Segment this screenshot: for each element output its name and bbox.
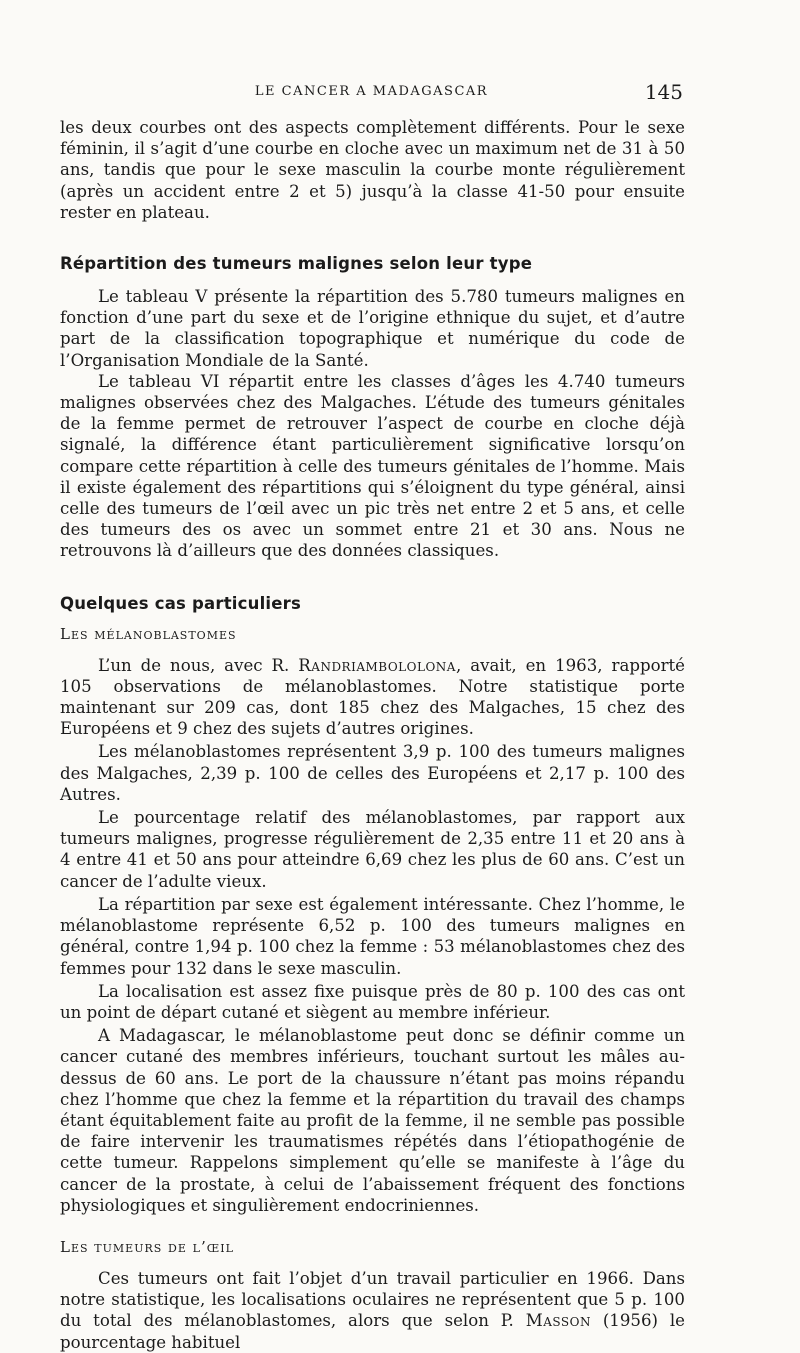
paragraph-localisation: La localisation est assez fixe puisque près de 80 p. 100 des cas ont un point de départ cutané et siègent au membre inférieur. <box>60 981 685 1022</box>
running-head <box>60 80 683 104</box>
text-fragment: (1956) le pourcentage habituel <box>60 1311 686 1352</box>
page-number: 145 <box>644 80 683 104</box>
subheading-melanoblastomas: Les mélanoblastomes <box>60 624 237 643</box>
paragraph-sex-distribution: La répartition par sexe est également intéressante. Chez l’homme, le mélanoblastome représente 6,52 p. 100 des tumeurs malignes en général, contre 1,94 p. 100 chez la femme : 53 mélanoblastomes chez des femmes pour 132 dans le sexe masculin. <box>60 894 685 978</box>
paragraph-melanoblastoma-cases <box>60 655 685 740</box>
paragraph-table-vi: Le tableau VI répartit entre les classes d’âges les 4.740 tumeurs malignes observées chez des Malgaches. L’étude des tumeurs génitales de la femme permet de retrouver l’aspect de courbe en cloche déjà signalé, la différence étant particulièrement significative lorsqu’on compare cette répartition à celle des tumeurs génitales de l’homme. Mais il existe également des répartitions qui s’éloignent du type général, ainsi celle des tumeurs de l’œil avec un pic très net entre 2 et 5 ans, et celle des tumeurs des os avec un sommet entre 21 et 30 ans. Nous ne retrouvons là d’ailleurs que des données classiques. <box>60 371 685 561</box>
section-heading-particular-cases: Quelques cas particuliers <box>60 593 302 613</box>
author-name: Randriambololona <box>298 655 456 675</box>
paragraph-melanoblastoma-percent: Les mélanoblastomes représentent 3,9 p. 100 des tumeurs malignes des Malgaches, 2,39 p. 100 de celles des Européens et 2,17 p. 100 des Autres. <box>60 742 685 804</box>
running-title: LE CANCER A MADAGASCAR <box>254 84 489 99</box>
author-name: Masson <box>525 1311 591 1331</box>
text-fragment: Ces tumeurs ont fait l’objet d’un travail particulier en 1966. Dans notre statistique, les localisations oculaires ne représentent que 5 p. 100 du total des mélanoblastomes, alors que selon P. <box>60 1268 685 1331</box>
text-fragment: , avait, en 1963, rapporté 105 observations de mélanoblastomes. Notre statistique porte maintenant sur 209 cas, dont 185 chez des Malgaches, 15 chez des Européens et 9 chez des sujets d’autres origines. <box>60 655 685 739</box>
paragraph-eye-tumors <box>60 1268 685 1353</box>
text-fragment: L’un de nous, avec R. <box>98 655 290 675</box>
paragraph-table-v: Le tableau V présente la répartition des 5.780 tumeurs malignes en fonction d’une part du sexe et de l’origine ethnique du sujet, et d’autre part de la classification topographique et numérique du code de l’Organisation Mondiale de la Santé. <box>60 287 685 370</box>
subheading-eye-tumors: Les tumeurs de l’œil <box>60 1237 234 1256</box>
paragraph-madagascar-definition: A Madagascar, le mélanoblastome peut donc se définir comme un cancer cutané des membres inférieurs, touchant surtout les mâles au-dessus de 60 ans. Le port de la chaussure n’étant pas moins répandu chez l’homme que chez la femme et la répartition du travail des champs étant équitablement faite au profit de la femme, il ne semble pas possible de faire intervenir les traumatismes répétés dans l’étiopathogénie de cette tumeur. Rappelons simplement qu’elle se manifeste à l’âge du cancer de la prostate, à celui de l’abaissement fréquent des fonctions physiologiques et singulièrement endocriniennes. <box>60 1026 685 1215</box>
article-body <box>60 117 685 1353</box>
paragraph-continuation: les deux courbes ont des aspects complètement différents. Pour le sexe féminin, il s’agit d’une courbe en cloche avec un maximum net de 31 à 50 ans, tandis que pour le sexe masculin la courbe monte régulièrement (après un accident entre 2 et 5) jusqu’à la classe 41-50 pour ensuite rester en plateau. <box>60 118 685 222</box>
paragraph-relative-percentage: Le pourcentage relatif des mélanoblastomes, par rapport aux tumeurs malignes, progresse régulièrement de 2,35 entre 11 et 20 ans à 4 entre 41 et 50 ans pour atteindre 6,69 chez les plus de 60 ans. C’est un cancer de l’adulte vieux. <box>60 808 685 891</box>
section-heading-tumor-distribution: Répartition des tumeurs malignes selon leur type <box>60 254 533 274</box>
